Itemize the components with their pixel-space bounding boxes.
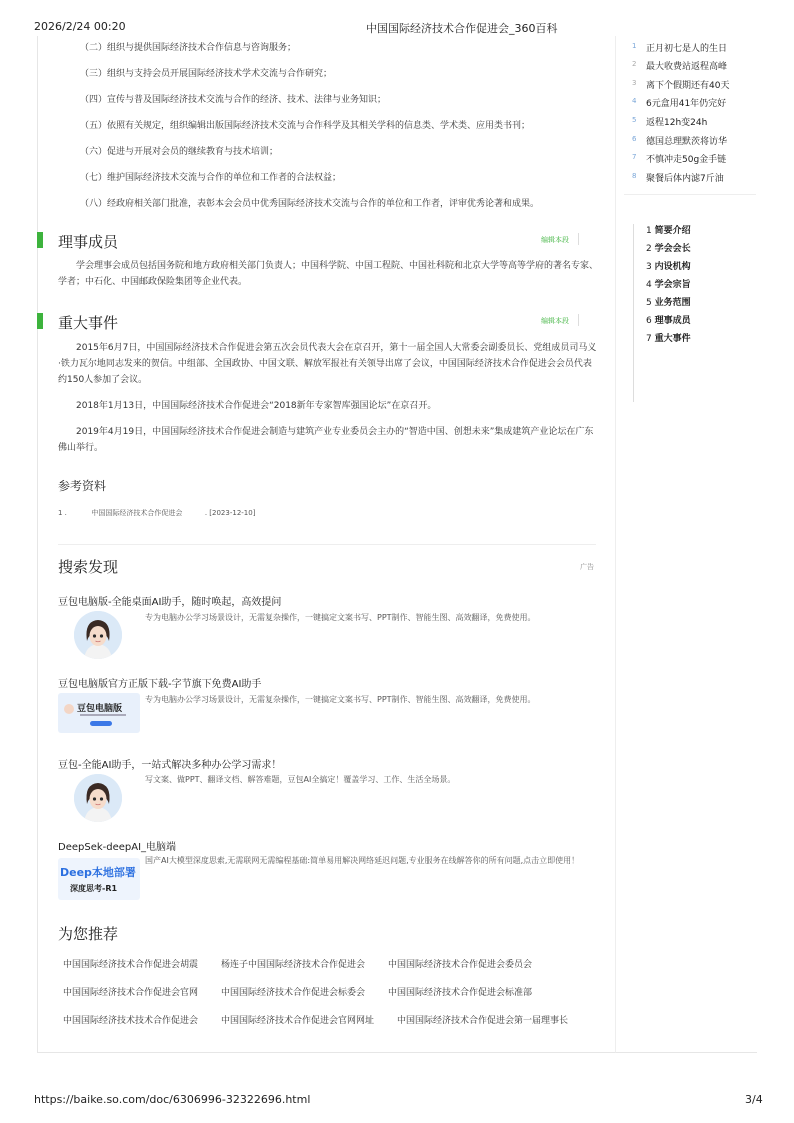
ad-title-link[interactable]: DeepSek-deepAI_电脑端	[58, 842, 177, 853]
toc-number: 6	[646, 316, 652, 326]
recommend-link[interactable]: 中国国际经济技术技术合作促进会	[63, 1016, 199, 1026]
ad-description: 专为电脑办公学习场景设计，无需复杂操作，一键搞定文案书写、PPT制作、智能生图、高效翻译，免费使用。	[145, 613, 536, 622]
recommend-title: 为您推荐	[58, 925, 119, 943]
hot-search-link[interactable]: 聚餐后体内滤7斤油	[646, 174, 724, 184]
scope-item: （二）组织与提供国际经济技术合作信息与咨询服务；	[80, 43, 297, 53]
hot-rank: 4	[632, 97, 637, 105]
hot-rank: 8	[632, 172, 637, 180]
toc-label: 简要介绍	[654, 226, 691, 236]
references-title: 参考资料	[58, 479, 107, 493]
edit-divider	[578, 233, 579, 245]
event-paragraph: 2019年4月19日，中国国际经济技术合作促进会制造与建筑产业专业委员会主办的“智造中国、创想未来”集成建筑产业论坛在广东佛山举行。	[58, 427, 594, 453]
scope-item: （八）经政府相关部门批准，表彰本会会员中优秀国际经济技术交流与合作的单位和工作者，评审优秀论著和成果。	[80, 199, 540, 209]
hot-rank: 6	[632, 135, 637, 143]
reference-link[interactable]: 中国国际经济技术合作促进会	[91, 509, 183, 517]
hot-rank: 3	[632, 79, 637, 87]
recommend-link[interactable]: 中国国际经济技术合作促进会委员会	[388, 960, 533, 970]
ad-thumbnail-image[interactable]	[58, 858, 140, 900]
toc-item[interactable]	[646, 223, 691, 236]
sidebar-divider	[624, 194, 756, 195]
toc-number: 2	[646, 244, 652, 254]
hot-rank: 7	[632, 153, 637, 161]
toc-label: 学会宗旨	[654, 280, 691, 290]
edit-section-link[interactable]: 编辑本段	[541, 236, 569, 244]
reference-date: . [2023-12-10]	[204, 509, 256, 517]
scope-item: （五）依照有关规定，组织编辑出版国际经济技术交流与合作科学及其相关学科的信息类、学术类、应用类书刊；	[80, 121, 531, 131]
ad-avatar-image[interactable]	[74, 774, 122, 822]
section-marker	[37, 313, 43, 329]
hot-rank: 2	[632, 60, 637, 68]
recommend-link[interactable]: 中国国际经济技术合作促进会官网	[63, 988, 199, 998]
toc-label: 理事成员	[654, 316, 691, 326]
toc-number: 1	[646, 226, 652, 236]
council-text: 学会理事会成员包括国务院和地方政府相关部门负责人；中国科学院、中国工程院、中国社科院和北京大学等高等学府的著名专家、学者；中石化、中国邮政保险集团等企业代表。	[58, 261, 599, 287]
ad-description: 国产AI大模型深度思索,无需联网无需编程基础:简单易用解决网络延迟问题,专业服务在线解答你的所有问题,点击立即使用！	[145, 856, 580, 865]
ad-avatar-image[interactable]	[74, 611, 122, 659]
thumbnail-text: Deep本地部署	[60, 866, 136, 879]
event-paragraph: 2015年6月7日，中国国际经济技术合作促进会第五次会员代表大会在京召开，第十一届全国人大常委会副委员长、党组成员司马义·铁力瓦尔地同志发来的贺信。中组部、全国政协、中国文联、解放军报社有关领导出席了会议，中国国际经济技术合作促进会会员代表约150人参加了会议。	[58, 343, 597, 385]
toc-label: 学会会长	[654, 244, 691, 254]
ad-title-link[interactable]: 豆包电脑版官方正版下载-字节旗下免费AI助手	[58, 679, 262, 690]
recommend-link[interactable]: 中国国际经济技术合作促进会胡震	[63, 960, 199, 970]
recommend-link[interactable]: 中国国际经济技术合作促进会标准部	[388, 988, 533, 998]
hot-search-link[interactable]: 返程12h变24h	[646, 118, 708, 128]
scope-item: （三）组织与支持会员开展国际经济技术学术交流与合作研究；	[80, 69, 333, 79]
toc-number: 7	[646, 334, 652, 344]
section-title-council: 理事成员	[58, 233, 119, 251]
toc-label: 内设机构	[654, 262, 691, 272]
scope-item: （四）宣传与普及国际经济技术交流与合作的经济、技术、法律与业务知识；	[80, 95, 387, 105]
section-title-events: 重大事件	[58, 314, 119, 332]
toc-item[interactable]	[646, 331, 691, 344]
reference-item	[58, 508, 255, 518]
hot-rank: 1	[632, 42, 637, 50]
print-doc-title: 中国国际经济技术合作促进会_360百科	[366, 22, 558, 35]
scope-item: （七）维护国际经济技术交流与合作的单位和工作者的合法权益；	[80, 173, 342, 183]
toc-label: 重大事件	[654, 334, 691, 344]
recommend-link[interactable]: 中国国际经济技术合作促进会标委会	[221, 988, 366, 998]
toc-rail	[633, 224, 634, 402]
divider	[58, 544, 596, 545]
reference-index: 1 .	[58, 509, 67, 517]
toc-item[interactable]	[646, 277, 691, 290]
ad-description: 写文案、做PPT、翻译文档、解答难题，豆包AI全搞定！覆盖学习、工作、生活全场景。	[145, 775, 456, 784]
recommend-link[interactable]: 中国国际经济技术合作促进会第一届理事长	[397, 1016, 569, 1026]
hot-search-link[interactable]: 6元盒用41年仍完好	[646, 99, 727, 109]
print-page-number: 3/4	[745, 1093, 763, 1106]
ad-label: 广告	[580, 563, 594, 571]
section-marker	[37, 232, 43, 248]
hot-search-link[interactable]: 德国总理默茨将访华	[646, 137, 728, 147]
hot-search-link[interactable]: 不慎冲走50g金手链	[646, 155, 727, 165]
ad-description: 专为电脑办公学习场景设计，无需复杂操作，一键搞定文案书写、PPT制作、智能生图、高效翻译，免费使用。	[145, 695, 536, 704]
toc-item[interactable]	[646, 259, 691, 272]
toc-number: 4	[646, 280, 652, 290]
edit-section-link[interactable]: 编辑本段	[541, 317, 569, 325]
search-discovery-title: 搜索发现	[58, 558, 119, 576]
toc-item[interactable]	[646, 313, 691, 326]
hot-search-link[interactable]: 离下个假期还有40天	[646, 81, 730, 91]
toc-number: 5	[646, 298, 652, 308]
toc-label: 业务范围	[654, 298, 691, 308]
hot-rank: 5	[632, 116, 637, 124]
toc-item[interactable]	[646, 241, 691, 254]
recommend-link[interactable]: 中国国际经济技术合作促进会官网网址	[221, 1016, 375, 1026]
print-url: https://baike.so.com/doc/6306996-32322696.html	[34, 1093, 311, 1106]
event-paragraph: 2018年1月13日，中国国际经济技术合作促进会“2018新年专家智库强国论坛”在京召开。	[76, 401, 437, 411]
thumbnail-subtext: 深度思考-R1	[70, 884, 118, 893]
ad-title-link[interactable]: 豆包电脑版-全能桌面AI助手，随时唤起，高效提问	[58, 597, 282, 608]
recommend-link[interactable]: 杨连子中国国际经济技术合作促进会	[221, 960, 366, 970]
edit-divider	[578, 314, 579, 326]
hot-search-link[interactable]: 最大收费站返程高峰	[646, 62, 728, 72]
thumbnail-text: 豆包电脑版	[77, 704, 123, 714]
print-datetime: 2026/2/24 00:20	[34, 20, 126, 33]
sidebar-frame	[615, 36, 757, 1053]
scope-item: （六）促进与开展对会员的继续教育与技术培训；	[80, 147, 279, 157]
toc-number: 3	[646, 262, 652, 272]
toc-item[interactable]	[646, 295, 691, 308]
ad-thumbnail-image[interactable]	[58, 693, 140, 733]
hot-search-link[interactable]: 正月初七是人的生日	[646, 44, 728, 54]
ad-title-link[interactable]: 豆包-全能AI助手，一站式解决多种办公学习需求！	[58, 760, 282, 771]
